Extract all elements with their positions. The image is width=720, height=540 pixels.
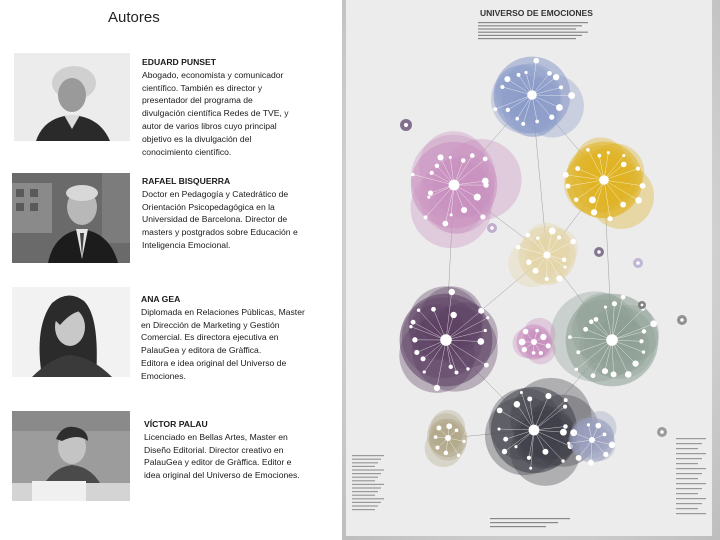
author-bio-victor-palau: [144, 418, 324, 482]
emotion-node: [620, 202, 626, 208]
emotion-node: [533, 268, 539, 274]
emotion-node: [589, 197, 596, 204]
emotion-node: [523, 329, 529, 335]
emotion-node: [484, 363, 489, 368]
page-title: Autores: [108, 9, 160, 26]
legend-line: [676, 493, 698, 494]
legend-line: [676, 448, 698, 449]
emotion-node: [424, 215, 428, 219]
author-photo-eduard-punset: [14, 53, 130, 141]
emotion-node: [576, 350, 580, 354]
intro-line: [478, 22, 588, 23]
legend-line: [676, 483, 706, 484]
emotion-node: [561, 459, 564, 462]
emotion-node: [609, 442, 615, 448]
author-name: ANA GEA: [141, 294, 181, 304]
emotion-node: [535, 329, 539, 333]
emotion-node: [527, 396, 532, 401]
intro-line: [478, 32, 588, 33]
emotion-node: [563, 172, 569, 178]
emotion-node: [568, 92, 575, 99]
emotion-node: [642, 329, 647, 334]
author-description: Doctor en Pedagogía y Catedrático de Orientación Psicopedagógica en la Universidad de Barcelona. Director de masters y postgrados sobre Educación e Inteligencia Emocional.: [142, 188, 298, 250]
emotion-node: [483, 157, 488, 162]
emotion-node: [607, 151, 610, 154]
emotion-node: [514, 401, 521, 408]
emotion-node: [560, 429, 567, 436]
cluster-center-node: [445, 435, 451, 441]
emotion-node: [504, 76, 510, 82]
emotion-node: [536, 236, 540, 240]
emotion-node: [575, 368, 578, 371]
legend-line: [676, 438, 706, 439]
intro-line: [478, 25, 582, 26]
emotion-node: [437, 154, 443, 160]
emotion-node: [608, 216, 613, 221]
emotion-node: [575, 166, 580, 171]
emotion-node: [611, 371, 617, 377]
cluster-center-node: [531, 339, 537, 345]
author-bio-rafael-bisquerra: [142, 175, 317, 252]
emotion-node: [556, 275, 562, 281]
legend-line: [676, 508, 698, 509]
emotion-node: [435, 446, 439, 450]
emotion-node: [514, 445, 517, 448]
cluster-center-node: [440, 334, 452, 346]
emotion-node: [559, 85, 563, 89]
emotion-node: [574, 198, 579, 203]
emotion-node: [430, 171, 434, 175]
legend-line: [352, 473, 381, 474]
emotion-node: [421, 356, 426, 361]
emotion-node: [591, 209, 597, 215]
emotion-node: [595, 423, 601, 429]
emotion-node: [625, 371, 632, 378]
legend-line: [352, 477, 378, 478]
emotion-node: [591, 373, 596, 378]
emotion-node: [477, 338, 484, 345]
emotion-node: [535, 120, 539, 124]
legend-line: [352, 495, 375, 496]
emotion-node: [484, 329, 487, 332]
author-name: RAFAEL BISQUERRA: [142, 176, 231, 186]
emotion-node: [474, 194, 481, 201]
emotion-node: [640, 183, 646, 189]
emotion-node: [603, 452, 608, 457]
legend-line: [676, 453, 706, 454]
emotion-node: [533, 58, 539, 64]
emotion-node: [417, 308, 420, 311]
emotion-node: [635, 197, 642, 204]
emotion-node: [522, 347, 527, 352]
emotion-node: [493, 107, 497, 111]
emotion-node: [549, 227, 556, 234]
emotion-node: [597, 154, 601, 158]
emotion-node: [545, 277, 549, 281]
legend-line: [352, 455, 384, 456]
legend-line: [352, 462, 378, 463]
emotion-node: [480, 214, 485, 219]
legend-line: [352, 487, 381, 488]
emotion-node: [444, 451, 449, 456]
emotion-node: [461, 158, 466, 163]
emotion-node: [517, 73, 521, 77]
author-description: Diplomada en Relaciones Públicas, Master en Dirección de Marketing y Gestión Comercial. Es directora ejecutiva en PalauGea y editora de Gràffica. Editora e idea original del Universo de Emociones.: [141, 306, 305, 381]
emotion-node: [562, 257, 567, 262]
emotion-node: [527, 456, 531, 460]
emotion-node: [412, 337, 417, 342]
emotion-node: [563, 424, 568, 429]
emotion-node: [520, 391, 523, 394]
emotion-node: [446, 423, 452, 429]
emotion-node: [516, 245, 521, 250]
emotion-node: [612, 301, 617, 306]
legend-line: [676, 468, 706, 469]
isolated-emotion-dot-center: [490, 226, 494, 230]
legend-line: [676, 498, 706, 499]
legend-line: [352, 466, 375, 467]
legend-line: [676, 458, 702, 459]
author-photo-victor-palau: [12, 411, 130, 501]
emotion-node: [519, 339, 526, 346]
emotion-node: [521, 122, 525, 126]
emotion-node: [437, 426, 442, 431]
legend-line: [676, 463, 698, 464]
legend-line: [352, 498, 384, 499]
emotion-node: [602, 368, 608, 374]
author-description: Abogado, economista y comunicador científico. También es director y presentador del programa de divulgación científica Redes de TVE, y autor de varios libros cuyo principal objetivo es la divulgación del conocimiento científico.: [142, 69, 289, 157]
emotion-node: [454, 370, 458, 374]
emotion-node: [529, 467, 532, 470]
emotion-node: [506, 108, 510, 112]
cluster-center-node: [543, 251, 550, 258]
emotion-node: [622, 154, 625, 157]
universe-of-emotions-poster: [342, 0, 720, 540]
legend-line: [352, 509, 375, 510]
emotion-node: [570, 429, 577, 436]
emotion-node: [636, 167, 640, 171]
emotion-node: [470, 153, 475, 158]
emotion-node: [455, 429, 459, 433]
intro-line: [478, 38, 576, 39]
legend-line: [352, 459, 381, 460]
emotion-node: [449, 156, 452, 159]
isolated-emotion-dot-center: [636, 261, 640, 265]
emotion-node: [545, 393, 551, 399]
author-name: EDUARD PUNSET: [142, 57, 217, 67]
emotion-node: [414, 350, 419, 355]
emotion-node: [540, 334, 546, 340]
emotion-node: [449, 365, 453, 369]
emotion-node: [603, 432, 607, 436]
emotion-node: [486, 316, 489, 319]
emotion-node: [526, 259, 532, 265]
emotion-node: [594, 317, 599, 322]
emotion-node: [570, 239, 575, 244]
footer-line: [490, 518, 570, 519]
emotion-node: [497, 408, 503, 414]
author-bio-ana-gea: [141, 293, 321, 383]
emotion-node: [588, 460, 594, 466]
emotion-node: [567, 442, 570, 445]
emotion-node: [423, 370, 426, 373]
isolated-emotion-dot-center: [641, 304, 644, 307]
cluster-center-node: [599, 175, 609, 185]
emotion-node: [564, 266, 567, 269]
emotion-node: [589, 319, 594, 324]
emotion-node: [563, 405, 567, 409]
isolated-emotion-dot-center: [680, 318, 684, 322]
emotion-node: [431, 307, 436, 312]
author-photo-ana-gea: [12, 287, 130, 377]
emotion-node: [515, 117, 519, 121]
emotion-node: [434, 435, 438, 439]
isolated-emotion-dot-center: [660, 430, 664, 434]
emotion-node: [639, 339, 643, 343]
emotion-node: [587, 423, 590, 426]
emotion-node: [539, 351, 543, 355]
emotion-node: [435, 164, 439, 168]
emotion-node: [466, 367, 469, 370]
isolated-emotion-dot-center: [597, 250, 601, 254]
emotion-node: [442, 221, 448, 227]
emotion-node: [500, 85, 504, 89]
author-photo-rafael-bisquerra: [12, 173, 130, 263]
legend-line: [352, 469, 384, 470]
emotion-node: [525, 233, 530, 238]
poster-title: UNIVERSO DE EMOCIONES: [480, 8, 593, 18]
emotion-node: [451, 312, 457, 318]
emotion-node: [549, 115, 554, 120]
emotion-node: [557, 235, 561, 239]
footer-line: [490, 522, 558, 523]
emotion-node: [586, 148, 590, 152]
emotion-node: [547, 71, 552, 76]
legend-line: [352, 505, 378, 506]
legend-line: [352, 502, 381, 503]
emotion-node: [524, 71, 527, 74]
emotion-node: [546, 343, 551, 348]
emotion-node: [542, 449, 548, 455]
emotion-node: [650, 320, 657, 327]
cluster-center-node: [449, 180, 460, 191]
legend-line: [352, 491, 378, 492]
emotion-node: [427, 196, 430, 199]
cluster-center-node: [606, 334, 618, 346]
cluster-center-node: [529, 425, 540, 436]
emotion-node: [503, 437, 508, 442]
legend-line: [676, 473, 702, 474]
legend-line: [676, 488, 702, 489]
intro-line: [478, 35, 582, 36]
emotion-node: [553, 74, 559, 80]
intro-line: [478, 28, 576, 29]
emotion-node: [642, 350, 645, 353]
cluster-center-node: [527, 90, 537, 100]
emotion-node: [621, 162, 627, 168]
emotion-node: [565, 184, 570, 189]
emotion-node: [583, 327, 588, 332]
author-bio-eduard-punset: [142, 56, 312, 158]
emotion-node: [497, 427, 500, 430]
emotion-node: [576, 455, 582, 461]
emotion-node: [502, 449, 507, 454]
emotion-node: [457, 454, 460, 457]
isolated-emotion-dot-center: [404, 123, 408, 127]
emotion-node: [450, 213, 453, 216]
legend-line: [352, 480, 375, 481]
footer-line: [490, 526, 546, 527]
legend-line: [676, 503, 702, 504]
emotion-node: [478, 308, 484, 314]
emotion-node: [411, 173, 415, 177]
emotion-node: [461, 207, 467, 213]
emotion-node: [409, 325, 412, 328]
emotion-node: [411, 320, 416, 325]
cluster-center-node: [589, 437, 595, 443]
emotion-node: [434, 385, 440, 391]
emotion-node: [568, 335, 572, 339]
emotion-node: [463, 440, 466, 443]
legend-line: [676, 443, 702, 444]
legend-line: [352, 484, 384, 485]
author-description: Licenciado en Bellas Artes, Master en Diseño Editorial. Director creativo en PalauGea y editor de Gràffica. Editor e idea original del Universo de Emociones.: [144, 431, 300, 481]
legend-line: [676, 513, 706, 514]
emotion-node: [482, 178, 489, 185]
emotion-node: [532, 351, 536, 355]
emotion-node: [604, 306, 607, 309]
emotion-node: [448, 289, 454, 295]
emotion-node: [621, 295, 626, 300]
emotion-node: [556, 104, 563, 111]
legend-line: [676, 478, 698, 479]
author-name: VÍCTOR PALAU: [144, 419, 208, 429]
emotion-node: [564, 398, 568, 402]
emotion-node: [632, 360, 638, 366]
emotion-node: [428, 190, 433, 195]
